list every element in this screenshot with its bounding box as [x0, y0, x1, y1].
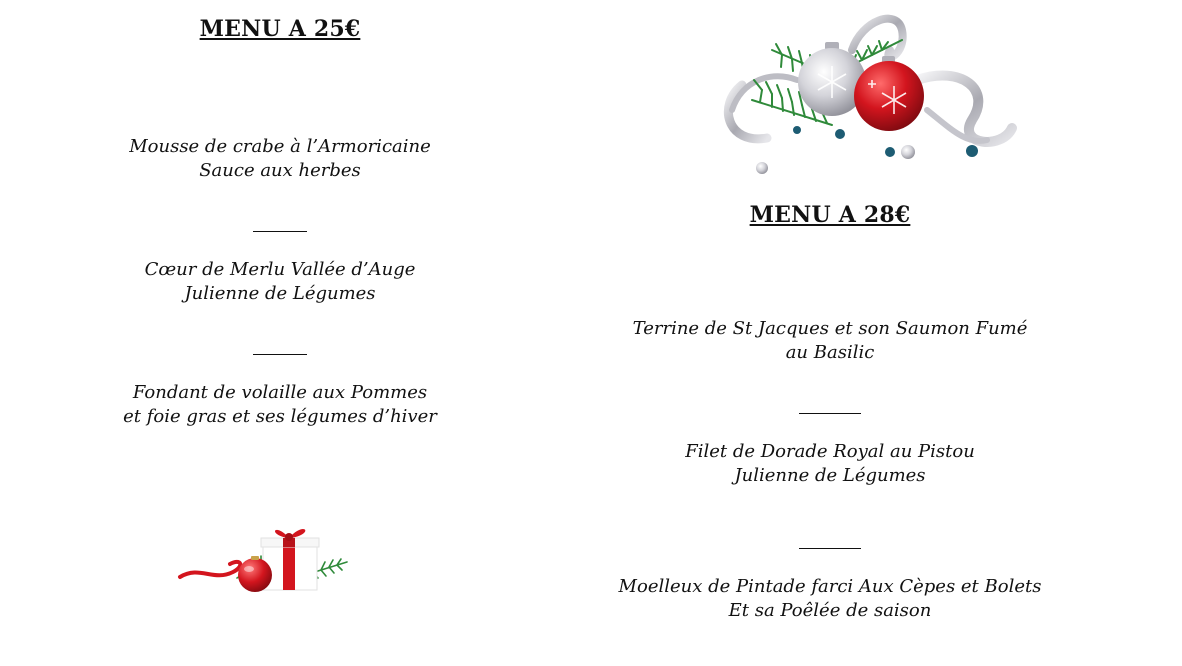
course-line: Et sa Poêlée de saison	[728, 600, 932, 621]
course-separator	[799, 413, 861, 414]
menu-25-course-3	[70, 381, 490, 429]
course-line: Cœur de Merlu Vallée d’Auge	[144, 259, 416, 280]
course-line: Sauce aux herbes	[199, 160, 361, 181]
menu-28-title: MENU A 28€	[749, 202, 911, 228]
christmas-ornaments-icon	[712, 10, 1028, 180]
course-line: Julienne de Légumes	[734, 465, 926, 486]
menu-28-course-1	[600, 317, 1060, 365]
course-line: et foie gras et ses légumes d’hiver	[123, 406, 437, 427]
course-separator	[253, 354, 307, 355]
course-line: Terrine de St Jacques et son Saumon Fumé	[632, 318, 1028, 339]
course-separator	[799, 548, 861, 549]
course-line: Julienne de Légumes	[184, 283, 376, 304]
course-line: Moelleux de Pintade farci Aux Cèpes et Bolets	[618, 576, 1042, 597]
menu-25-course-2	[70, 258, 490, 306]
menu-28-course-3	[600, 575, 1060, 623]
menu-28-course-2	[600, 440, 1060, 488]
gift-box-icon	[175, 520, 355, 598]
course-line: Filet de Dorade Royal au Pistou	[685, 441, 975, 462]
course-line: Mousse de crabe à l’Armoricaine	[129, 136, 431, 157]
menu-25-course-1	[70, 135, 490, 183]
course-separator	[253, 231, 307, 232]
menu-25-title: MENU A 25€	[199, 16, 361, 42]
course-line: au Basilic	[785, 342, 875, 363]
course-line: Fondant de volaille aux Pommes	[132, 382, 428, 403]
